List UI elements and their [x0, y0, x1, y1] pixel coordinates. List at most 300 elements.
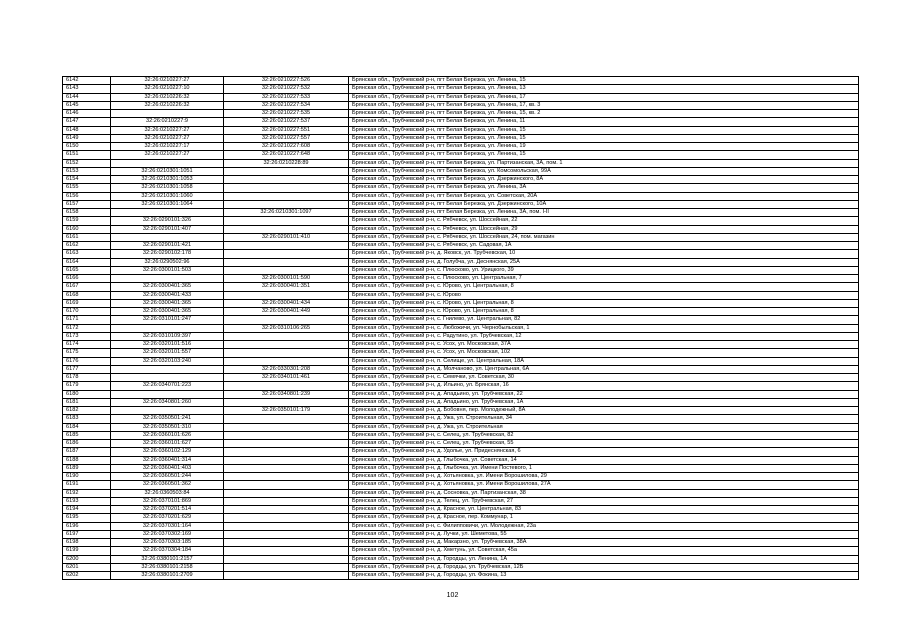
- table-row: [63, 473, 859, 481]
- land-cadastral-number-cell: 32:26:0210301:1051: [111, 167, 224, 175]
- table-row: [63, 275, 859, 283]
- building-cadastral-number-cell: [224, 506, 349, 514]
- row-number-cell: 6183: [63, 415, 111, 423]
- land-cadastral-number-cell: 32:26:0300401:365: [111, 283, 224, 291]
- building-cadastral-number-cell: [224, 522, 349, 530]
- row-number-cell: 6170: [63, 308, 111, 316]
- address-cell: Брянская обл., Трубчевский р-н, пгт Белая Березка, ул. Советская, 20А: [349, 192, 859, 200]
- building-cadastral-number-cell: [224, 473, 349, 481]
- land-cadastral-number-cell: 32:26:0350501:241: [111, 415, 224, 423]
- address-cell: Брянская обл., Трубчевский р-н, с. Селец, ул. Трубчевская, 82: [349, 431, 859, 439]
- row-number-cell: 6192: [63, 489, 111, 497]
- land-cadastral-number-cell: 32:26:0360401:314: [111, 456, 224, 464]
- building-cadastral-number-cell: 32:26:0210228:89: [224, 159, 349, 167]
- row-number-cell: 6188: [63, 456, 111, 464]
- building-cadastral-number-cell: 32:26:0210227:534: [224, 101, 349, 109]
- building-cadastral-number-cell: [224, 349, 349, 357]
- row-number-cell: 6147: [63, 118, 111, 126]
- land-cadastral-number-cell: 32:26:0310101:247: [111, 316, 224, 324]
- address-cell: Брянская обл., Трубчевский р-н, д. Красное, ул. Центральная, 83: [349, 506, 859, 514]
- address-cell: Брянская обл., Трубчевский р-н, д. Сосновка, ул. Партизанская, 38: [349, 489, 859, 497]
- building-cadastral-number-cell: [224, 357, 349, 365]
- address-cell: Брянская обл., Трубчевский р-н, с. Семячки, ул. Советская, 30: [349, 374, 859, 382]
- address-cell: Брянская обл., Трубчевский р-н, пгт Белая Березка, ул. Ленина, 13: [349, 85, 859, 93]
- table-row: [63, 308, 859, 316]
- table-row: [63, 266, 859, 274]
- land-cadastral-number-cell: 32:26:0360503:84: [111, 489, 224, 497]
- address-cell: Брянская обл., Трубчевский р-н, с. Гнилево, ул. Центральная, 82: [349, 316, 859, 324]
- building-cadastral-number-cell: [224, 217, 349, 225]
- table-row: [63, 110, 859, 118]
- building-cadastral-number-cell: 32:26:0310106:265: [224, 324, 349, 332]
- row-number-cell: 6155: [63, 184, 111, 192]
- table-row: [63, 555, 859, 563]
- table-row: [63, 365, 859, 373]
- address-cell: Брянская обл., Трубчевский р-н, с. Рябчевск, ул. Шоссейная, 22: [349, 217, 859, 225]
- table-row: [63, 481, 859, 489]
- building-cadastral-number-cell: [224, 555, 349, 563]
- row-number-cell: 6164: [63, 258, 111, 266]
- table-row: [63, 167, 859, 175]
- land-cadastral-number-cell: 32:26:0380101:2709: [111, 572, 224, 580]
- table-row: [63, 134, 859, 142]
- building-cadastral-number-cell: [224, 514, 349, 522]
- building-cadastral-number-cell: 32:26:0210227:648: [224, 151, 349, 159]
- address-cell: Брянская обл., Трубчевский р-н, с. Селец, ул. Трубчевская, 55: [349, 440, 859, 448]
- address-cell: Брянская обл., Трубчевский р-н, с. Юрово: [349, 291, 859, 299]
- row-number-cell: 6197: [63, 530, 111, 538]
- table-row: [63, 209, 859, 217]
- table-row: [63, 151, 859, 159]
- table-row: [63, 530, 859, 538]
- address-cell: Брянская обл., Трубчевский р-н, д. Хотьяновка, ул. Имени Ворошилова, 27А: [349, 481, 859, 489]
- building-cadastral-number-cell: [224, 332, 349, 340]
- row-number-cell: 6181: [63, 398, 111, 406]
- land-cadastral-number-cell: 32:26:0300401:365: [111, 299, 224, 307]
- table-row: [63, 374, 859, 382]
- building-cadastral-number-cell: [224, 497, 349, 505]
- table-row: [63, 225, 859, 233]
- land-cadastral-number-cell: 32:26:0360102:129: [111, 448, 224, 456]
- address-cell: Брянская обл., Трубчевский р-н, д. Красное, пер. Коммунар, 1: [349, 514, 859, 522]
- address-cell: Брянская обл., Трубчевский р-н, д. Хотьяновка, ул. Имени Ворошилова, 29: [349, 473, 859, 481]
- address-cell: Брянская обл., Трубчевский р-н, с. Усох, ул. Московская, 37А: [349, 341, 859, 349]
- address-cell: Брянская обл., Трубчевский р-н, пгт Белая Березка, ул. Ленина, 17: [349, 93, 859, 101]
- address-cell: Брянская обл., Трубчевский р-н, пгт Белая Березка, ул. Дзержинского, 8А: [349, 176, 859, 184]
- table-row: [63, 143, 859, 151]
- address-cell: Брянская обл., Трубчевский р-н, д. Телец, ул. Трубчевская, 27: [349, 497, 859, 505]
- building-cadastral-number-cell: 32:26:0300401:449: [224, 308, 349, 316]
- land-cadastral-number-cell: [111, 374, 224, 382]
- address-cell: Брянская обл., Трубчевский р-н, с. Рябчевск, ул. Шоссейная, 29: [349, 225, 859, 233]
- row-number-cell: 6173: [63, 332, 111, 340]
- building-cadastral-number-cell: [224, 266, 349, 274]
- land-cadastral-number-cell: 32:26:0370201:629: [111, 514, 224, 522]
- row-number-cell: 6148: [63, 126, 111, 134]
- address-cell: Брянская обл., Трубчевский р-н, пгт Белая Березка, ул. Комсомольская, 99А: [349, 167, 859, 175]
- table-row: [63, 341, 859, 349]
- address-cell: Брянская обл., Трубчевский р-н, пгт Белая Березка, ул. Партизанская, 3А, пом. 1: [349, 159, 859, 167]
- row-number-cell: 6194: [63, 506, 111, 514]
- building-cadastral-number-cell: [224, 489, 349, 497]
- address-cell: Брянская обл., Трубчевский р-н, пгт Белая Березка, ул. Ленина, 11: [349, 118, 859, 126]
- table-row: [63, 423, 859, 431]
- land-cadastral-number-cell: 32:26:0300401:433: [111, 291, 224, 299]
- building-cadastral-number-cell: 32:26:0210227:532: [224, 85, 349, 93]
- address-cell: Брянская обл., Трубчевский р-н, д. Ападьино, ул. Трубчевская, 1А: [349, 398, 859, 406]
- land-cadastral-number-cell: 32:26:0290102:178: [111, 250, 224, 258]
- land-cadastral-number-cell: 32:26:0210227:9: [111, 118, 224, 126]
- land-cadastral-number-cell: 32:26:0370304:184: [111, 547, 224, 555]
- address-cell: Брянская обл., Трубчевский р-н, с. Плюсково, ул. Урицкого, 39: [349, 266, 859, 274]
- building-cadastral-number-cell: [224, 167, 349, 175]
- row-number-cell: 6200: [63, 555, 111, 563]
- address-cell: Брянская обл., Трубчевский р-н, пгт Белая Березка, ул. Ленина, 15: [349, 77, 859, 85]
- page-number: 102: [446, 592, 459, 599]
- address-cell: Брянская обл., Трубчевский р-н, д. Городцы, ул. Фокина, 13: [349, 572, 859, 580]
- row-number-cell: 6196: [63, 522, 111, 530]
- land-cadastral-number-cell: [111, 209, 224, 217]
- land-cadastral-number-cell: 32:26:0370302:169: [111, 530, 224, 538]
- table-row: [63, 242, 859, 250]
- land-cadastral-number-cell: 32:26:0210226:32: [111, 93, 224, 101]
- table-row: [63, 176, 859, 184]
- address-cell: Брянская обл., Трубчевский р-н, с. Плюсково, ул. Центральная, 7: [349, 275, 859, 283]
- land-cadastral-number-cell: 32:26:0210227:10: [111, 85, 224, 93]
- table-row: [63, 407, 859, 415]
- table-row: [63, 184, 859, 192]
- row-number-cell: 6169: [63, 299, 111, 307]
- land-cadastral-number-cell: [111, 233, 224, 241]
- row-number-cell: 6202: [63, 572, 111, 580]
- row-number-cell: 6166: [63, 275, 111, 283]
- land-cadastral-number-cell: 32:26:0210301:1060: [111, 192, 224, 200]
- address-cell: Брянская обл., Трубчевский р-н, д. Глыбочка, ул. Советская, 14: [349, 456, 859, 464]
- registry-table: [62, 76, 859, 580]
- row-number-cell: 6159: [63, 217, 111, 225]
- building-cadastral-number-cell: 32:26:0350101:179: [224, 407, 349, 415]
- land-cadastral-number-cell: [111, 390, 224, 398]
- land-cadastral-number-cell: 32:26:0320101:516: [111, 341, 224, 349]
- land-cadastral-number-cell: 32:26:0310109:397: [111, 332, 224, 340]
- land-cadastral-number-cell: 32:26:0360101:627: [111, 440, 224, 448]
- land-cadastral-number-cell: [111, 275, 224, 283]
- land-cadastral-number-cell: 32:26:0210301:1064: [111, 200, 224, 208]
- address-cell: Брянская обл., Трубчевский р-н, д. Ападьино, ул. Трубчевская, 22: [349, 390, 859, 398]
- row-number-cell: 6176: [63, 357, 111, 365]
- land-cadastral-number-cell: 32:26:0340701:223: [111, 382, 224, 390]
- land-cadastral-number-cell: 32:26:0210226:32: [111, 101, 224, 109]
- building-cadastral-number-cell: 32:26:0300401:434: [224, 299, 349, 307]
- building-cadastral-number-cell: [224, 200, 349, 208]
- address-cell: Брянская обл., Трубчевский р-н, п. Селище, ул. Центральная, 18А: [349, 357, 859, 365]
- table-row: [63, 101, 859, 109]
- row-number-cell: 6182: [63, 407, 111, 415]
- land-cadastral-number-cell: 32:26:0290502:96: [111, 258, 224, 266]
- building-cadastral-number-cell: 32:26:0330301:208: [224, 365, 349, 373]
- row-number-cell: 6149: [63, 134, 111, 142]
- address-cell: Брянская обл., Трубчевский р-н, с. Рябчевск, ул. Шоссейная, 24, пом. магазин: [349, 233, 859, 241]
- building-cadastral-number-cell: [224, 316, 349, 324]
- land-cadastral-number-cell: 32:26:0300401:365: [111, 308, 224, 316]
- table-row: [63, 192, 859, 200]
- building-cadastral-number-cell: [224, 547, 349, 555]
- address-cell: Брянская обл., Трубчевский р-н, д. Молчаново, ул. Центральная, 6А: [349, 365, 859, 373]
- land-cadastral-number-cell: 32:26:0210227:27: [111, 134, 224, 142]
- row-number-cell: 6163: [63, 250, 111, 258]
- table-row: [63, 506, 859, 514]
- land-cadastral-number-cell: 32:26:0320101:557: [111, 349, 224, 357]
- table-row: [63, 291, 859, 299]
- land-cadastral-number-cell: [111, 407, 224, 415]
- building-cadastral-number-cell: 32:26:0210227:535: [224, 110, 349, 118]
- row-number-cell: 6195: [63, 514, 111, 522]
- address-cell: Брянская обл., Трубчевский р-н, д. Голубча, ул. Деснянская, 25А: [349, 258, 859, 266]
- row-number-cell: 6179: [63, 382, 111, 390]
- table-row: [63, 572, 859, 580]
- land-cadastral-number-cell: 32:26:0370101:869: [111, 497, 224, 505]
- address-cell: Брянская обл., Трубчевский р-н, пгт Белая Березка, ул. Ленина, 3А, пом. I-II: [349, 209, 859, 217]
- address-cell: Брянская обл., Трубчевский р-н, д. Глыбочка, ул. Имени Постевого, 1: [349, 464, 859, 472]
- land-cadastral-number-cell: 32:26:0290101:407: [111, 225, 224, 233]
- address-cell: Брянская обл., Трубчевский р-н, пгт Белая Березка, ул. Ленина, 15: [349, 134, 859, 142]
- land-cadastral-number-cell: 32:26:0210301:1058: [111, 184, 224, 192]
- building-cadastral-number-cell: [224, 291, 349, 299]
- building-cadastral-number-cell: [224, 250, 349, 258]
- land-cadastral-number-cell: 32:26:0210227:27: [111, 151, 224, 159]
- address-cell: Брянская обл., Трубчевский р-н, пгт Белая Березка, ул. Дзержинского, 10А: [349, 200, 859, 208]
- building-cadastral-number-cell: [224, 258, 349, 266]
- table-row: [63, 489, 859, 497]
- table-row: [63, 250, 859, 258]
- row-number-cell: 6167: [63, 283, 111, 291]
- row-number-cell: 6190: [63, 473, 111, 481]
- row-number-cell: 6175: [63, 349, 111, 357]
- building-cadastral-number-cell: [224, 530, 349, 538]
- land-cadastral-number-cell: 32:26:0290101:326: [111, 217, 224, 225]
- row-number-cell: 6156: [63, 192, 111, 200]
- address-cell: Брянская обл., Трубчевский р-н, д. Бобовня, пер. Молодежный, 8А: [349, 407, 859, 415]
- building-cadastral-number-cell: 32:26:0210227:537: [224, 118, 349, 126]
- table-row: [63, 126, 859, 134]
- building-cadastral-number-cell: [224, 539, 349, 547]
- land-cadastral-number-cell: 32:26:0360501:362: [111, 481, 224, 489]
- land-cadastral-number-cell: 32:26:0370301:164: [111, 522, 224, 530]
- table-row: [63, 93, 859, 101]
- land-cadastral-number-cell: 32:26:0290101:421: [111, 242, 224, 250]
- land-cadastral-number-cell: 32:26:0360101:626: [111, 431, 224, 439]
- building-cadastral-number-cell: 32:26:0340101:461: [224, 374, 349, 382]
- table-row: [63, 299, 859, 307]
- land-cadastral-number-cell: 32:26:0300101:503: [111, 266, 224, 274]
- building-cadastral-number-cell: [224, 242, 349, 250]
- row-number-cell: 6184: [63, 423, 111, 431]
- row-number-cell: 6153: [63, 167, 111, 175]
- building-cadastral-number-cell: [224, 382, 349, 390]
- table-row: [63, 415, 859, 423]
- table-row: [63, 448, 859, 456]
- address-cell: Брянская обл., Трубчевский р-н, д. Яковск, ул. Трубчевская, 10: [349, 250, 859, 258]
- land-cadastral-number-cell: 32:26:0380101:2158: [111, 563, 224, 571]
- building-cadastral-number-cell: 32:26:0290101:410: [224, 233, 349, 241]
- row-number-cell: 6174: [63, 341, 111, 349]
- table-row: [63, 390, 859, 398]
- address-cell: Брянская обл., Трубчевский р-н, с. Любожичи, ул. Чернобыльская, 1: [349, 324, 859, 332]
- table-row: [63, 497, 859, 505]
- address-cell: Брянская обл., Трубчевский р-н, д. Ужа, ул. Строительная: [349, 423, 859, 431]
- row-number-cell: 6185: [63, 431, 111, 439]
- land-cadastral-number-cell: 32:26:0340801:260: [111, 398, 224, 406]
- row-number-cell: 6157: [63, 200, 111, 208]
- building-cadastral-number-cell: [224, 192, 349, 200]
- registry-table-body: [63, 77, 859, 580]
- address-cell: Брянская обл., Трубчевский р-н, д. Хметунь, ул. Советская, 45а: [349, 547, 859, 555]
- table-row: [63, 233, 859, 241]
- table-row: [63, 431, 859, 439]
- building-cadastral-number-cell: 32:26:0210227:526: [224, 77, 349, 85]
- row-number-cell: 6187: [63, 448, 111, 456]
- address-cell: Брянская обл., Трубчевский р-н, д. Лучки, ул. Шеметова, 55: [349, 530, 859, 538]
- building-cadastral-number-cell: 32:26:0340801:239: [224, 390, 349, 398]
- building-cadastral-number-cell: [224, 464, 349, 472]
- row-number-cell: 6193: [63, 497, 111, 505]
- land-cadastral-number-cell: [111, 324, 224, 332]
- address-cell: Брянская обл., Трубчевский р-н, с. Усох, ул. Московская, 102: [349, 349, 859, 357]
- land-cadastral-number-cell: [111, 365, 224, 373]
- building-cadastral-number-cell: [224, 341, 349, 349]
- address-cell: Брянская обл., Трубчевский р-н, с. Юрово, ул. Центральная, 8: [349, 299, 859, 307]
- building-cadastral-number-cell: 32:26:0300101:590: [224, 275, 349, 283]
- address-cell: Брянская обл., Трубчевский р-н, пгт Белая Березка, ул. Ленина, 17, кв. 3: [349, 101, 859, 109]
- registry-sheet: [62, 76, 858, 580]
- land-cadastral-number-cell: 32:26:0370201:514: [111, 506, 224, 514]
- row-number-cell: 6172: [63, 324, 111, 332]
- address-cell: Брянская обл., Трубчевский р-н, с. Рябчевск, ул. Садовая, 1А: [349, 242, 859, 250]
- land-cadastral-number-cell: 32:26:0320103:240: [111, 357, 224, 365]
- table-row: [63, 324, 859, 332]
- row-number-cell: 6150: [63, 143, 111, 151]
- row-number-cell: 6186: [63, 440, 111, 448]
- row-number-cell: 6178: [63, 374, 111, 382]
- table-row: [63, 398, 859, 406]
- land-cadastral-number-cell: 32:26:0380101:2157: [111, 555, 224, 563]
- building-cadastral-number-cell: [224, 456, 349, 464]
- land-cadastral-number-cell: 32:26:0360401:403: [111, 464, 224, 472]
- row-number-cell: 6158: [63, 209, 111, 217]
- address-cell: Брянская обл., Трубчевский р-н, с. Юрово, ул. Центральная, 8: [349, 283, 859, 291]
- building-cadastral-number-cell: [224, 448, 349, 456]
- land-cadastral-number-cell: 32:26:0370303:185: [111, 539, 224, 547]
- table-row: [63, 357, 859, 365]
- row-number-cell: 6162: [63, 242, 111, 250]
- address-cell: Брянская обл., Трубчевский р-н, д. Макарзно, ул. Трубчевская, 38А: [349, 539, 859, 547]
- table-row: [63, 440, 859, 448]
- address-cell: Брянская обл., Трубчевский р-н, д. Ужа, ул. Строительная, 34: [349, 415, 859, 423]
- table-row: [63, 514, 859, 522]
- row-number-cell: 6168: [63, 291, 111, 299]
- building-cadastral-number-cell: 32:26:0210301:1097: [224, 209, 349, 217]
- address-cell: Брянская обл., Трубчевский р-н, д. Удолье, ул. Придеснянская, 6: [349, 448, 859, 456]
- address-cell: Брянская обл., Трубчевский р-н, д. Городцы, ул. Ленина, 1А: [349, 555, 859, 563]
- table-row: [63, 258, 859, 266]
- row-number-cell: 6177: [63, 365, 111, 373]
- table-row: [63, 547, 859, 555]
- land-cadastral-number-cell: 32:26:0350501:310: [111, 423, 224, 431]
- table-row: [63, 456, 859, 464]
- land-cadastral-number-cell: 32:26:0210227:27: [111, 126, 224, 134]
- building-cadastral-number-cell: 32:26:0210227:608: [224, 143, 349, 151]
- building-cadastral-number-cell: [224, 415, 349, 423]
- table-row: [63, 382, 859, 390]
- row-number-cell: 6145: [63, 101, 111, 109]
- table-row: [63, 539, 859, 547]
- building-cadastral-number-cell: 32:26:0210227:533: [224, 93, 349, 101]
- land-cadastral-number-cell: 32:26:0210301:1053: [111, 176, 224, 184]
- table-row: [63, 349, 859, 357]
- building-cadastral-number-cell: 32:26:0300401:351: [224, 283, 349, 291]
- building-cadastral-number-cell: [224, 572, 349, 580]
- row-number-cell: 6143: [63, 85, 111, 93]
- building-cadastral-number-cell: [224, 176, 349, 184]
- table-row: [63, 77, 859, 85]
- building-cadastral-number-cell: [224, 431, 349, 439]
- table-row: [63, 283, 859, 291]
- land-cadastral-number-cell: [111, 110, 224, 118]
- address-cell: Брянская обл., Трубчевский р-н, пгт Белая Березка, ул. Ленина, 15: [349, 126, 859, 134]
- table-row: [63, 118, 859, 126]
- table-row: [63, 332, 859, 340]
- building-cadastral-number-cell: [224, 440, 349, 448]
- building-cadastral-number-cell: 32:26:0210227:551: [224, 126, 349, 134]
- building-cadastral-number-cell: [224, 563, 349, 571]
- table-row: [63, 316, 859, 324]
- row-number-cell: 6160: [63, 225, 111, 233]
- row-number-cell: 6146: [63, 110, 111, 118]
- building-cadastral-number-cell: [224, 184, 349, 192]
- row-number-cell: 6154: [63, 176, 111, 184]
- row-number-cell: 6142: [63, 77, 111, 85]
- row-number-cell: 6144: [63, 93, 111, 101]
- row-number-cell: 6199: [63, 547, 111, 555]
- table-row: [63, 200, 859, 208]
- row-number-cell: 6152: [63, 159, 111, 167]
- land-cadastral-number-cell: [111, 159, 224, 167]
- building-cadastral-number-cell: 32:26:0210227:557: [224, 134, 349, 142]
- building-cadastral-number-cell: [224, 398, 349, 406]
- address-cell: Брянская обл., Трубчевский р-н, д. Городцы, ул. Трубчевская, 12Б: [349, 563, 859, 571]
- address-cell: Брянская обл., Трубчевский р-н, пгт Белая Березка, ул. Ленина, 15, кв. 2: [349, 110, 859, 118]
- table-row: [63, 159, 859, 167]
- address-cell: Брянская обл., Трубчевский р-н, пгт Белая Березка, ул. Ленина, 15: [349, 151, 859, 159]
- table-row: [63, 522, 859, 530]
- row-number-cell: 6165: [63, 266, 111, 274]
- row-number-cell: 6191: [63, 481, 111, 489]
- land-cadastral-number-cell: 32:26:0360501:244: [111, 473, 224, 481]
- table-row: [63, 85, 859, 93]
- row-number-cell: 6171: [63, 316, 111, 324]
- row-number-cell: 6161: [63, 233, 111, 241]
- address-cell: Брянская обл., Трубчевский р-н, пгт Белая Березка, ул. Ленина, 19: [349, 143, 859, 151]
- row-number-cell: 6189: [63, 464, 111, 472]
- building-cadastral-number-cell: [224, 423, 349, 431]
- table-row: [63, 563, 859, 571]
- address-cell: Брянская обл., Трубчевский р-н, с. Филипповичи, ул. Молодежная, 23а: [349, 522, 859, 530]
- address-cell: Брянская обл., Трубчевский р-н, с. Радутино, ул. Трубчевская, 12: [349, 332, 859, 340]
- row-number-cell: 6180: [63, 390, 111, 398]
- table-row: [63, 464, 859, 472]
- land-cadastral-number-cell: 32:26:0210227:17: [111, 143, 224, 151]
- row-number-cell: 6151: [63, 151, 111, 159]
